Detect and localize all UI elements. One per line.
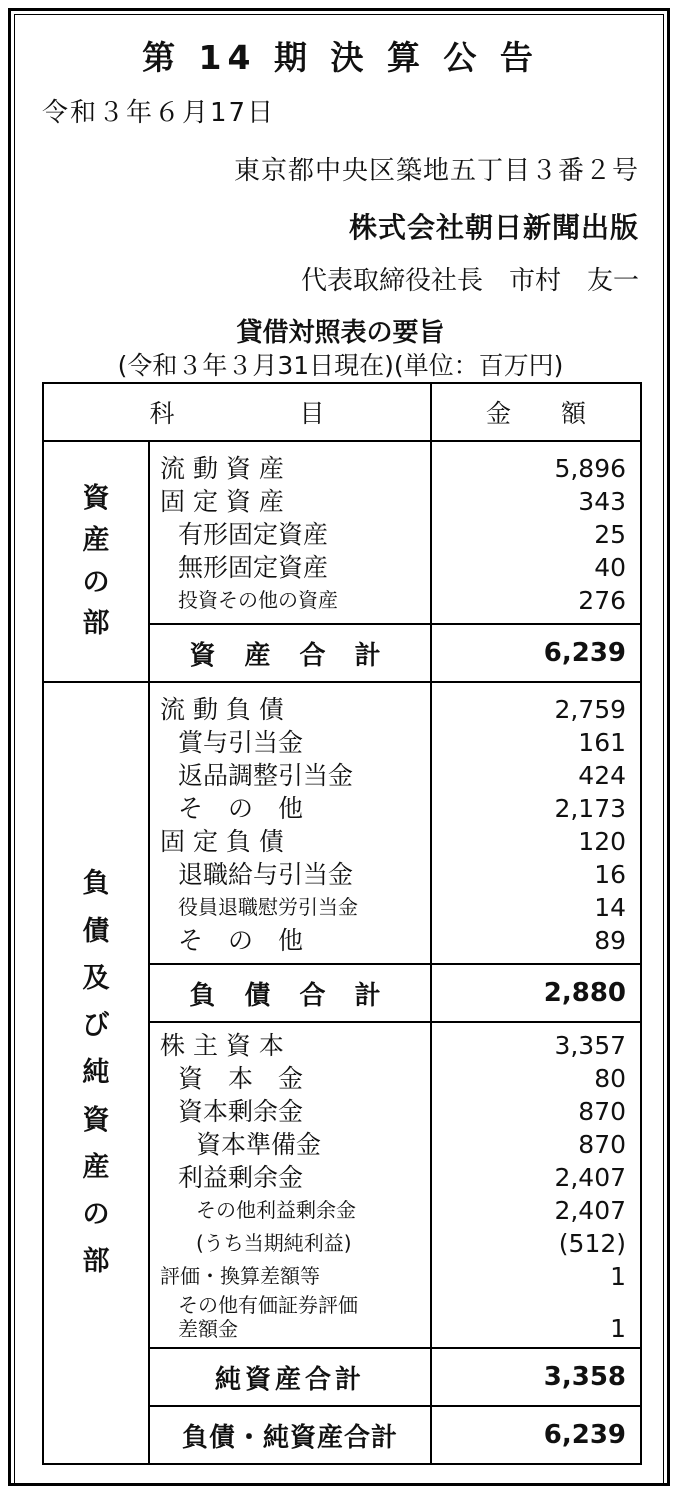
notice-date: 令和３年６月17日 bbox=[42, 98, 276, 128]
row-amount: 2,407 bbox=[554, 1196, 627, 1225]
liabilities-amounts bbox=[431, 682, 641, 964]
liabilities-total-amount: 2,880 bbox=[431, 964, 641, 1022]
row-amount: 276 bbox=[578, 586, 627, 615]
company-address: 東京都中央区築地五丁目３番２号 bbox=[233, 156, 639, 186]
row-amount: 1 bbox=[610, 1317, 627, 1341]
liabilities-block bbox=[43, 682, 641, 964]
row-label: (うち当期純利益) bbox=[196, 1231, 352, 1255]
row-label: 有形固定資産 bbox=[178, 520, 329, 549]
row-amount: 870 bbox=[578, 1130, 627, 1159]
row-amount: 25 bbox=[594, 520, 627, 549]
representative: 代表取締役社長 市村 友一 bbox=[300, 266, 639, 296]
row-amount: 80 bbox=[594, 1064, 627, 1093]
assets-block bbox=[43, 441, 641, 624]
section-char: の bbox=[82, 1199, 110, 1231]
section-char: 負 bbox=[82, 868, 110, 900]
row-amount: 2,407 bbox=[554, 1163, 627, 1192]
table-header-row bbox=[43, 383, 641, 441]
row-label: 返品調整引当金 bbox=[178, 761, 354, 790]
assets-total-label: 資 産 合 計 bbox=[149, 624, 431, 682]
assets-total-amount: 6,239 bbox=[431, 624, 641, 682]
row-amount: 2,759 bbox=[554, 695, 627, 724]
row-amount: 40 bbox=[594, 553, 627, 582]
row-label: その他利益剰余金 bbox=[196, 1198, 356, 1222]
row-amount: 870 bbox=[578, 1097, 627, 1126]
section-char: 産 bbox=[82, 1151, 110, 1183]
col-header-amount: 金 額 bbox=[431, 383, 641, 441]
equity-labels bbox=[149, 1022, 431, 1348]
row-amount: 343 bbox=[578, 487, 627, 516]
row-label: 評価・換算差額等 bbox=[160, 1264, 320, 1288]
col-header-item: 科 目 bbox=[43, 383, 431, 441]
section-char: 債 bbox=[82, 915, 110, 947]
assets-section-label bbox=[43, 441, 149, 682]
row-label: 資 本 金 bbox=[178, 1064, 304, 1093]
row-label: 退職給与引当金 bbox=[178, 860, 354, 889]
section-char: 資 bbox=[82, 482, 110, 514]
section-char: 資 bbox=[82, 1104, 110, 1136]
assets-labels bbox=[149, 441, 431, 624]
row-label: 流 動 資 産 bbox=[160, 454, 284, 483]
grand-total-label: 負債・純資産合計 bbox=[149, 1406, 431, 1464]
row-label: 投資その他の資産 bbox=[178, 588, 338, 612]
liabilities-total-label: 負 債 合 計 bbox=[149, 964, 431, 1022]
row-label: 固 定 資 産 bbox=[160, 487, 284, 516]
row-label: 賞与引当金 bbox=[178, 728, 304, 757]
row-amount: (512) bbox=[558, 1229, 627, 1258]
section-char: 部 bbox=[82, 608, 110, 640]
section-char: 部 bbox=[82, 1246, 110, 1278]
row-amount: 120 bbox=[578, 827, 627, 856]
page-title: 第 14 期 決 算 公 告 bbox=[142, 38, 539, 77]
row-label: そ の 他 bbox=[178, 926, 304, 955]
sheet-subtitle: (令和３年３月31日現在)(単位：百万円) bbox=[117, 351, 564, 380]
sheet-title: 貸借対照表の要旨 bbox=[236, 318, 445, 348]
row-label: 資本剰余金 bbox=[178, 1097, 304, 1126]
row-amount: 1 bbox=[610, 1262, 627, 1291]
equity-total-amount: 3,358 bbox=[431, 1348, 641, 1406]
row-amount: 3,357 bbox=[554, 1031, 627, 1060]
row-label: 株 主 資 本 bbox=[160, 1031, 284, 1060]
row-label: 無形固定資産 bbox=[178, 553, 329, 582]
equity-total-label: 純資産合計 bbox=[149, 1348, 431, 1406]
row-label: 差額金 bbox=[178, 1317, 238, 1341]
row-amount: 14 bbox=[594, 893, 627, 922]
row-label: その他有価証券評価 bbox=[178, 1293, 358, 1317]
row-amount: 424 bbox=[578, 761, 627, 790]
row-label: そ の 他 bbox=[178, 794, 304, 823]
assets-amounts bbox=[431, 441, 641, 624]
row-amount bbox=[432, 1293, 626, 1317]
liabilities-labels bbox=[149, 682, 431, 964]
equity-amounts bbox=[431, 1022, 641, 1348]
row-label: 役員退職慰労引当金 bbox=[178, 895, 358, 919]
row-amount: 5,896 bbox=[554, 454, 627, 483]
row-label: 流 動 負 債 bbox=[160, 695, 284, 724]
row-amount: 16 bbox=[594, 860, 627, 889]
section-char: 産 bbox=[82, 524, 110, 556]
section-char: の bbox=[82, 566, 110, 598]
grand-total-amount: 6,239 bbox=[431, 1406, 641, 1464]
balance-sheet-table bbox=[42, 382, 642, 1465]
row-amount: 89 bbox=[594, 926, 627, 955]
section-char: 純 bbox=[82, 1057, 110, 1089]
row-label: 固 定 負 債 bbox=[160, 827, 284, 856]
row-amount: 2,173 bbox=[554, 794, 627, 823]
section-char: び bbox=[82, 1010, 110, 1042]
company-name: 株式会社朝日新聞出版 bbox=[348, 211, 639, 244]
section-char: 及 bbox=[82, 962, 110, 994]
liabilities-section-label bbox=[43, 682, 149, 1464]
row-label: 利益剰余金 bbox=[178, 1163, 304, 1192]
row-label: 資本準備金 bbox=[196, 1130, 322, 1159]
row-amount: 161 bbox=[578, 728, 627, 757]
